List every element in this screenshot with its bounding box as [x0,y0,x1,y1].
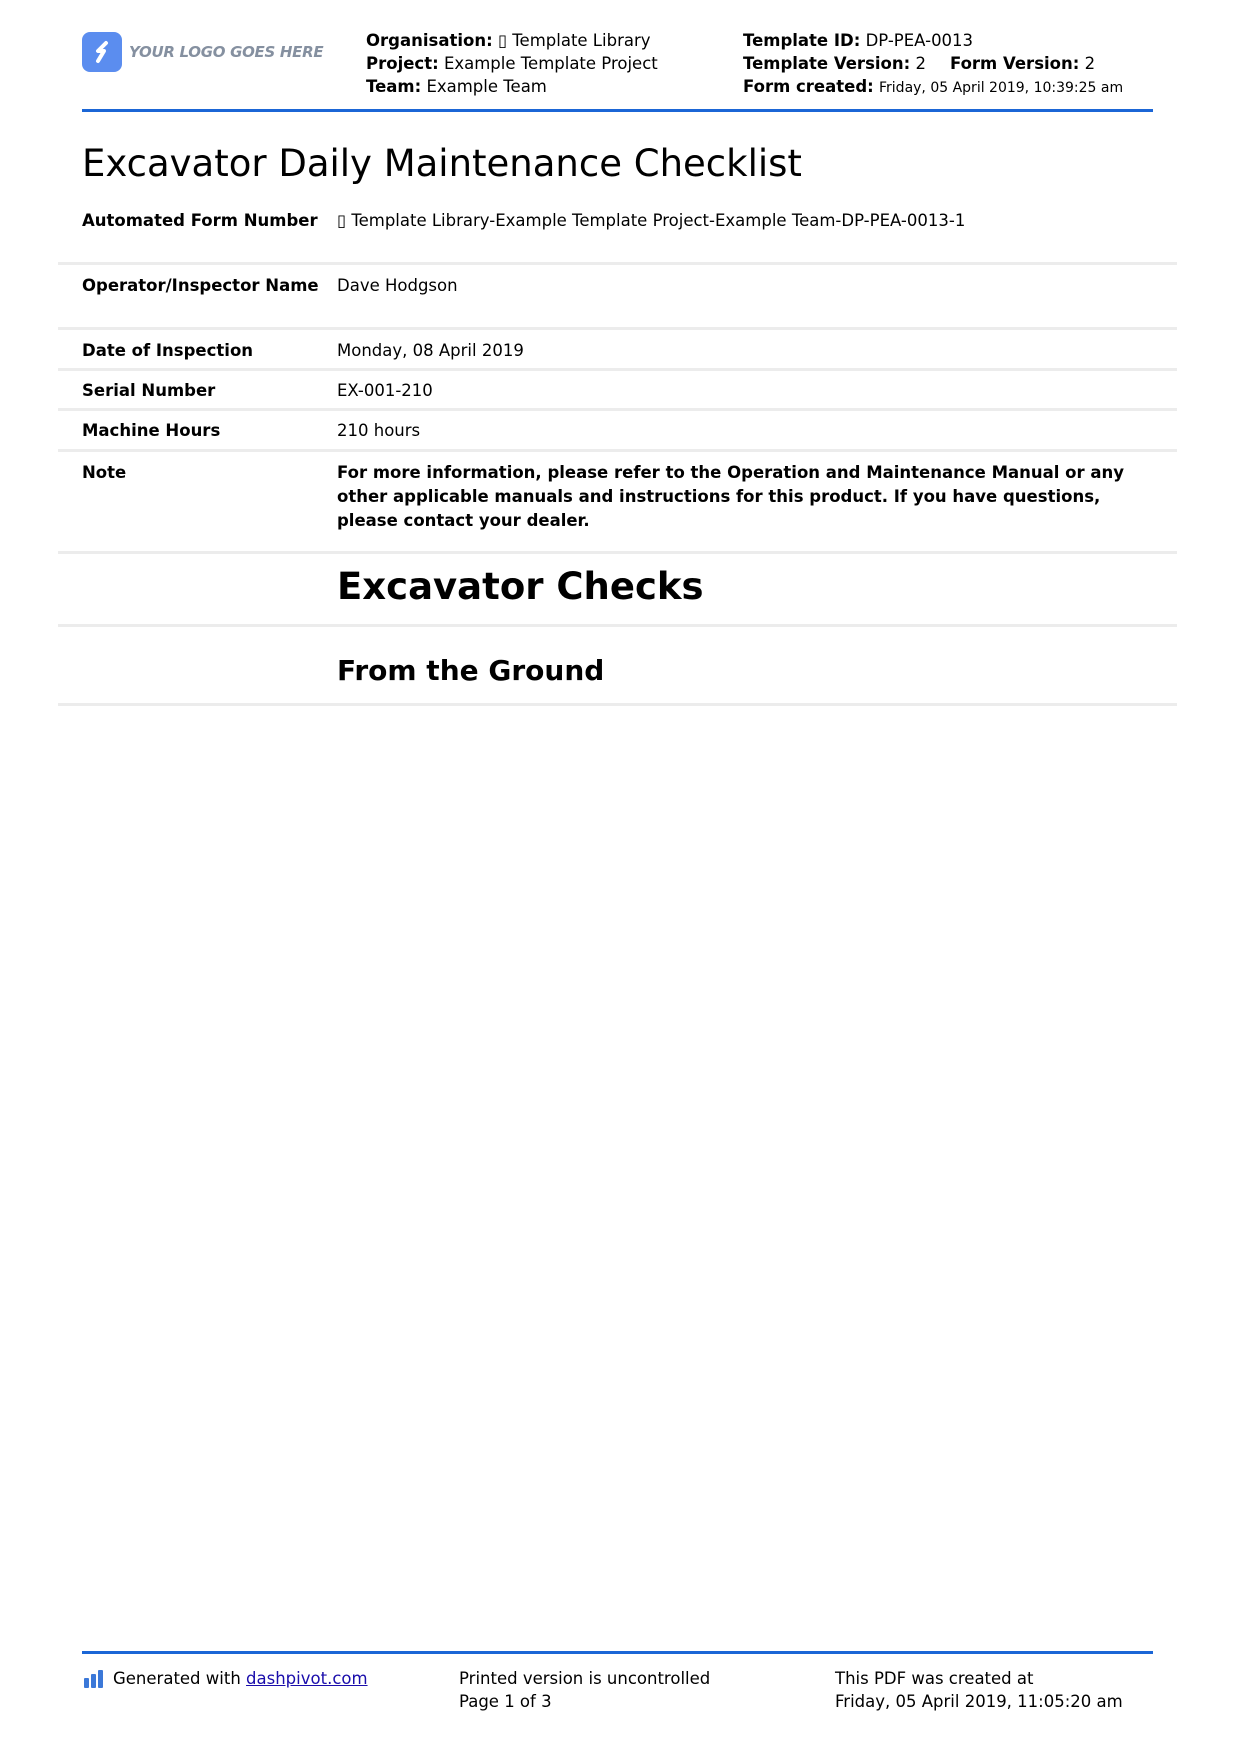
uncontrolled-text: Printed version is uncontrolled [459,1669,711,1688]
table-row [58,411,1177,452]
project-label: Project: [366,54,439,73]
table-row [58,452,1177,554]
date-label: Date of Inspection [82,341,254,360]
hours-value: 210 hours [337,421,421,440]
footer-created-info [835,1667,1123,1713]
generated-prefix: Generated with [113,1669,241,1688]
page-number: Page 1 of 3 [459,1692,552,1711]
footer-divider [82,1651,1153,1654]
template-id-label: Template ID: [743,31,861,50]
section-heading-checks: Excavator Checks [337,565,704,608]
footer-generated [84,1667,368,1690]
company-logo [82,32,323,72]
team-value: Example Team [426,77,547,96]
serial-value: EX-001-210 [337,381,433,400]
template-version-value: 2 [915,54,926,73]
section-row [58,627,1177,706]
organisation-value: ▯ Template Library [497,31,651,50]
created-value: Friday, 05 April 2019, 11:05:20 am [835,1692,1123,1711]
section-spacer [58,554,337,624]
section-spacer [58,627,337,703]
header-divider [82,109,1153,112]
form-fields-table [58,204,1177,706]
table-row [58,204,1177,265]
note-label: Note [82,463,127,482]
dashpivot-link[interactable]: dashpivot.com [246,1669,368,1688]
date-value: Monday, 08 April 2019 [337,341,524,360]
operator-value: Dave Hodgson [337,276,458,295]
table-row [58,330,1177,371]
form-version-label: Form Version: [949,54,1080,73]
header-project-info [366,29,658,98]
serial-label: Serial Number [82,381,216,400]
section-row [58,554,1177,627]
section-heading-ground: From the Ground [337,654,605,687]
table-row [58,371,1177,411]
organisation-label: Organisation: [366,31,493,50]
created-prefix: This PDF was created at [835,1669,1034,1688]
form-created-value: Friday, 05 April 2019, 10:39:25 am [879,80,1124,96]
team-label: Team: [366,77,422,96]
page-title: Excavator Daily Maintenance Checklist [82,142,802,185]
logo-text: YOUR LOGO GOES HERE [129,43,324,61]
operator-label: Operator/Inspector Name [82,276,319,295]
bar-chart-icon [84,1670,105,1688]
template-version-label: Template Version: [743,54,911,73]
footer-print-info [459,1667,710,1713]
form-created-label: Form created: [743,77,874,96]
project-value: Example Template Project [443,54,658,73]
table-row [58,265,1177,330]
form-version-value: 2 [1084,54,1096,73]
form-number-label: Automated Form Number [82,211,318,230]
logo-s-icon [82,32,122,72]
hours-label: Machine Hours [82,421,221,440]
template-id-value: DP-PEA-0013 [865,31,974,50]
header-template-info [743,29,1123,100]
note-value: For more information, please refer to the Operation and Maintenance Manual or any other applicable manuals and instructions for this product. If you have questions, please contact your dealer. [337,463,1125,530]
form-number-value: ▯ Template Library-Example Template Project-Example Team-DP-PEA-0013-1 [337,211,966,230]
